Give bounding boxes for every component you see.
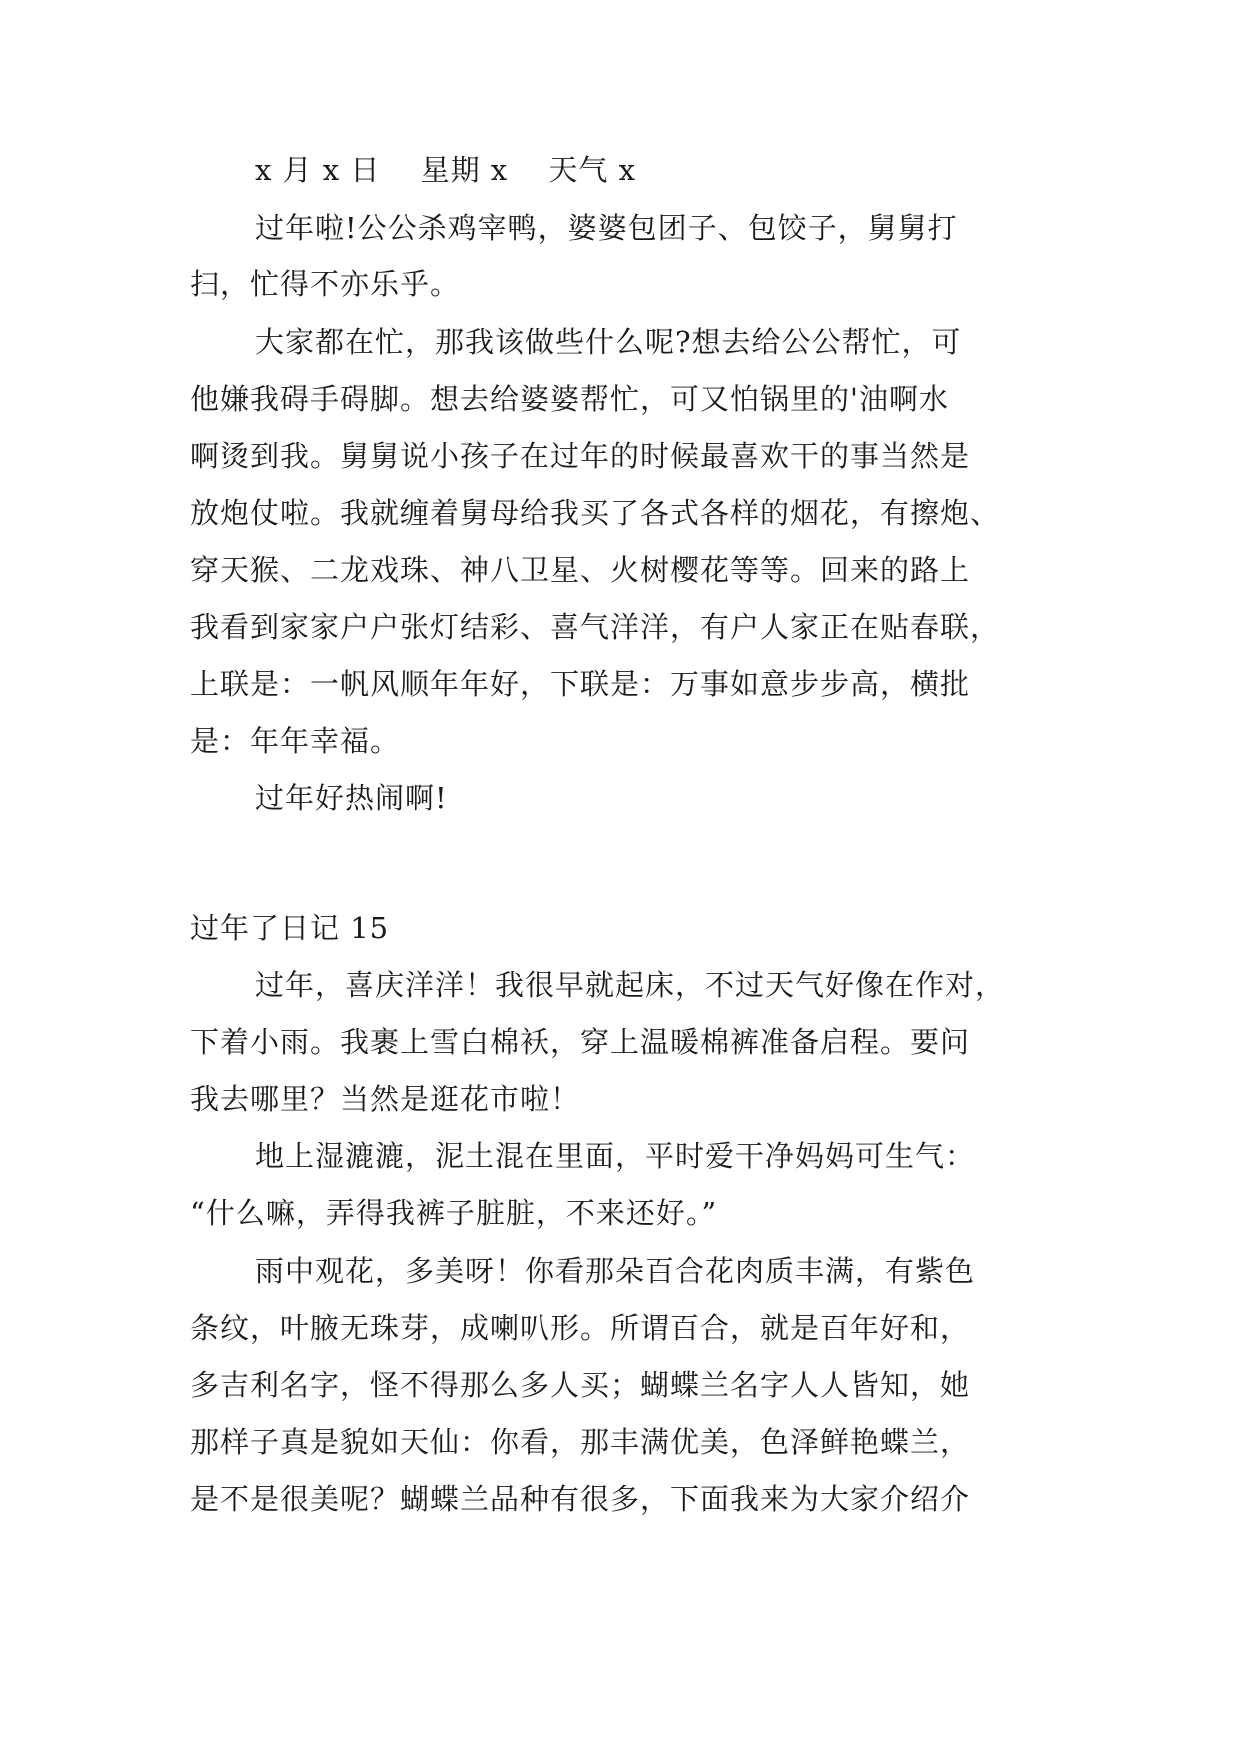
paragraph-line: 那样子真是貌如天仙：你看，那丰满优美，色泽鲜艳蝶兰， — [190, 1425, 971, 1459]
entry-date-header: x 月 x 日 星期 x 天气 x — [255, 153, 636, 187]
paragraph-line: 我看到家家户户张灯结彩、喜气洋洋，有户人家正在贴春联， — [190, 610, 1001, 644]
paragraph-line: 过年啦!公公杀鸡宰鸭，婆婆包团子、包饺子，舅舅打 — [255, 211, 958, 245]
paragraph-line: 扫，忙得不亦乐乎。 — [190, 267, 461, 301]
paragraph-line: 过年，喜庆洋洋！我很早就起床，不过天气好像在作对， — [255, 968, 1006, 1002]
paragraph-line: 上联是：一帆风顺年年好，下联是：万事如意步步高，横批 — [190, 667, 971, 701]
paragraph-line: 雨中观花，多美呀！你看那朵百合花肉质丰满，有紫色 — [255, 1254, 976, 1288]
paragraph-line: 过年好热闹啊! — [255, 781, 448, 815]
paragraph-line: 他嫌我碍手碍脚。想去给婆婆帮忙，可又怕锅里的'油啊水 — [190, 382, 949, 416]
paragraph-line: 下着小雨。我裹上雪白棉袄，穿上温暖棉裤准备启程。要问 — [190, 1025, 971, 1059]
paragraph-line: 我去哪里？当然是逛花市啦！ — [190, 1082, 581, 1116]
entry-title: 过年了日记 15 — [190, 911, 390, 945]
paragraph-line: 多吉利名字，怪不得那么多人买；蝴蝶兰名字人人皆知，她 — [190, 1368, 971, 1402]
paragraph-line: 放炮仗啦。我就缠着舅母给我买了各式各样的烟花，有擦炮、 — [190, 496, 1001, 530]
paragraph-line: 是不是很美呢？蝴蝶兰品种有很多，下面我来为大家介绍介 — [190, 1482, 971, 1516]
paragraph-line: 地上湿漉漉，泥土混在里面，平时爱干净妈妈可生气： — [255, 1139, 976, 1173]
paragraph-line: 条纹，叶腋无珠芽，成喇叭形。所谓百合，就是百年好和， — [190, 1311, 971, 1345]
paragraph-line: 大家都在忙，那我该做些什么呢?想去给公公帮忙，可 — [255, 325, 962, 359]
paragraph-line: “什么嘛，弄得我裤子脏脏，不来还好。” — [190, 1196, 718, 1230]
paragraph-line: 是：年年幸福。 — [190, 724, 401, 758]
paragraph-line: 啊烫到我。舅舅说小孩子在过年的时候最喜欢干的事当然是 — [190, 439, 971, 473]
paragraph-line: 穿天猴、二龙戏珠、神八卫星、火树樱花等等。回来的路上 — [190, 553, 971, 587]
